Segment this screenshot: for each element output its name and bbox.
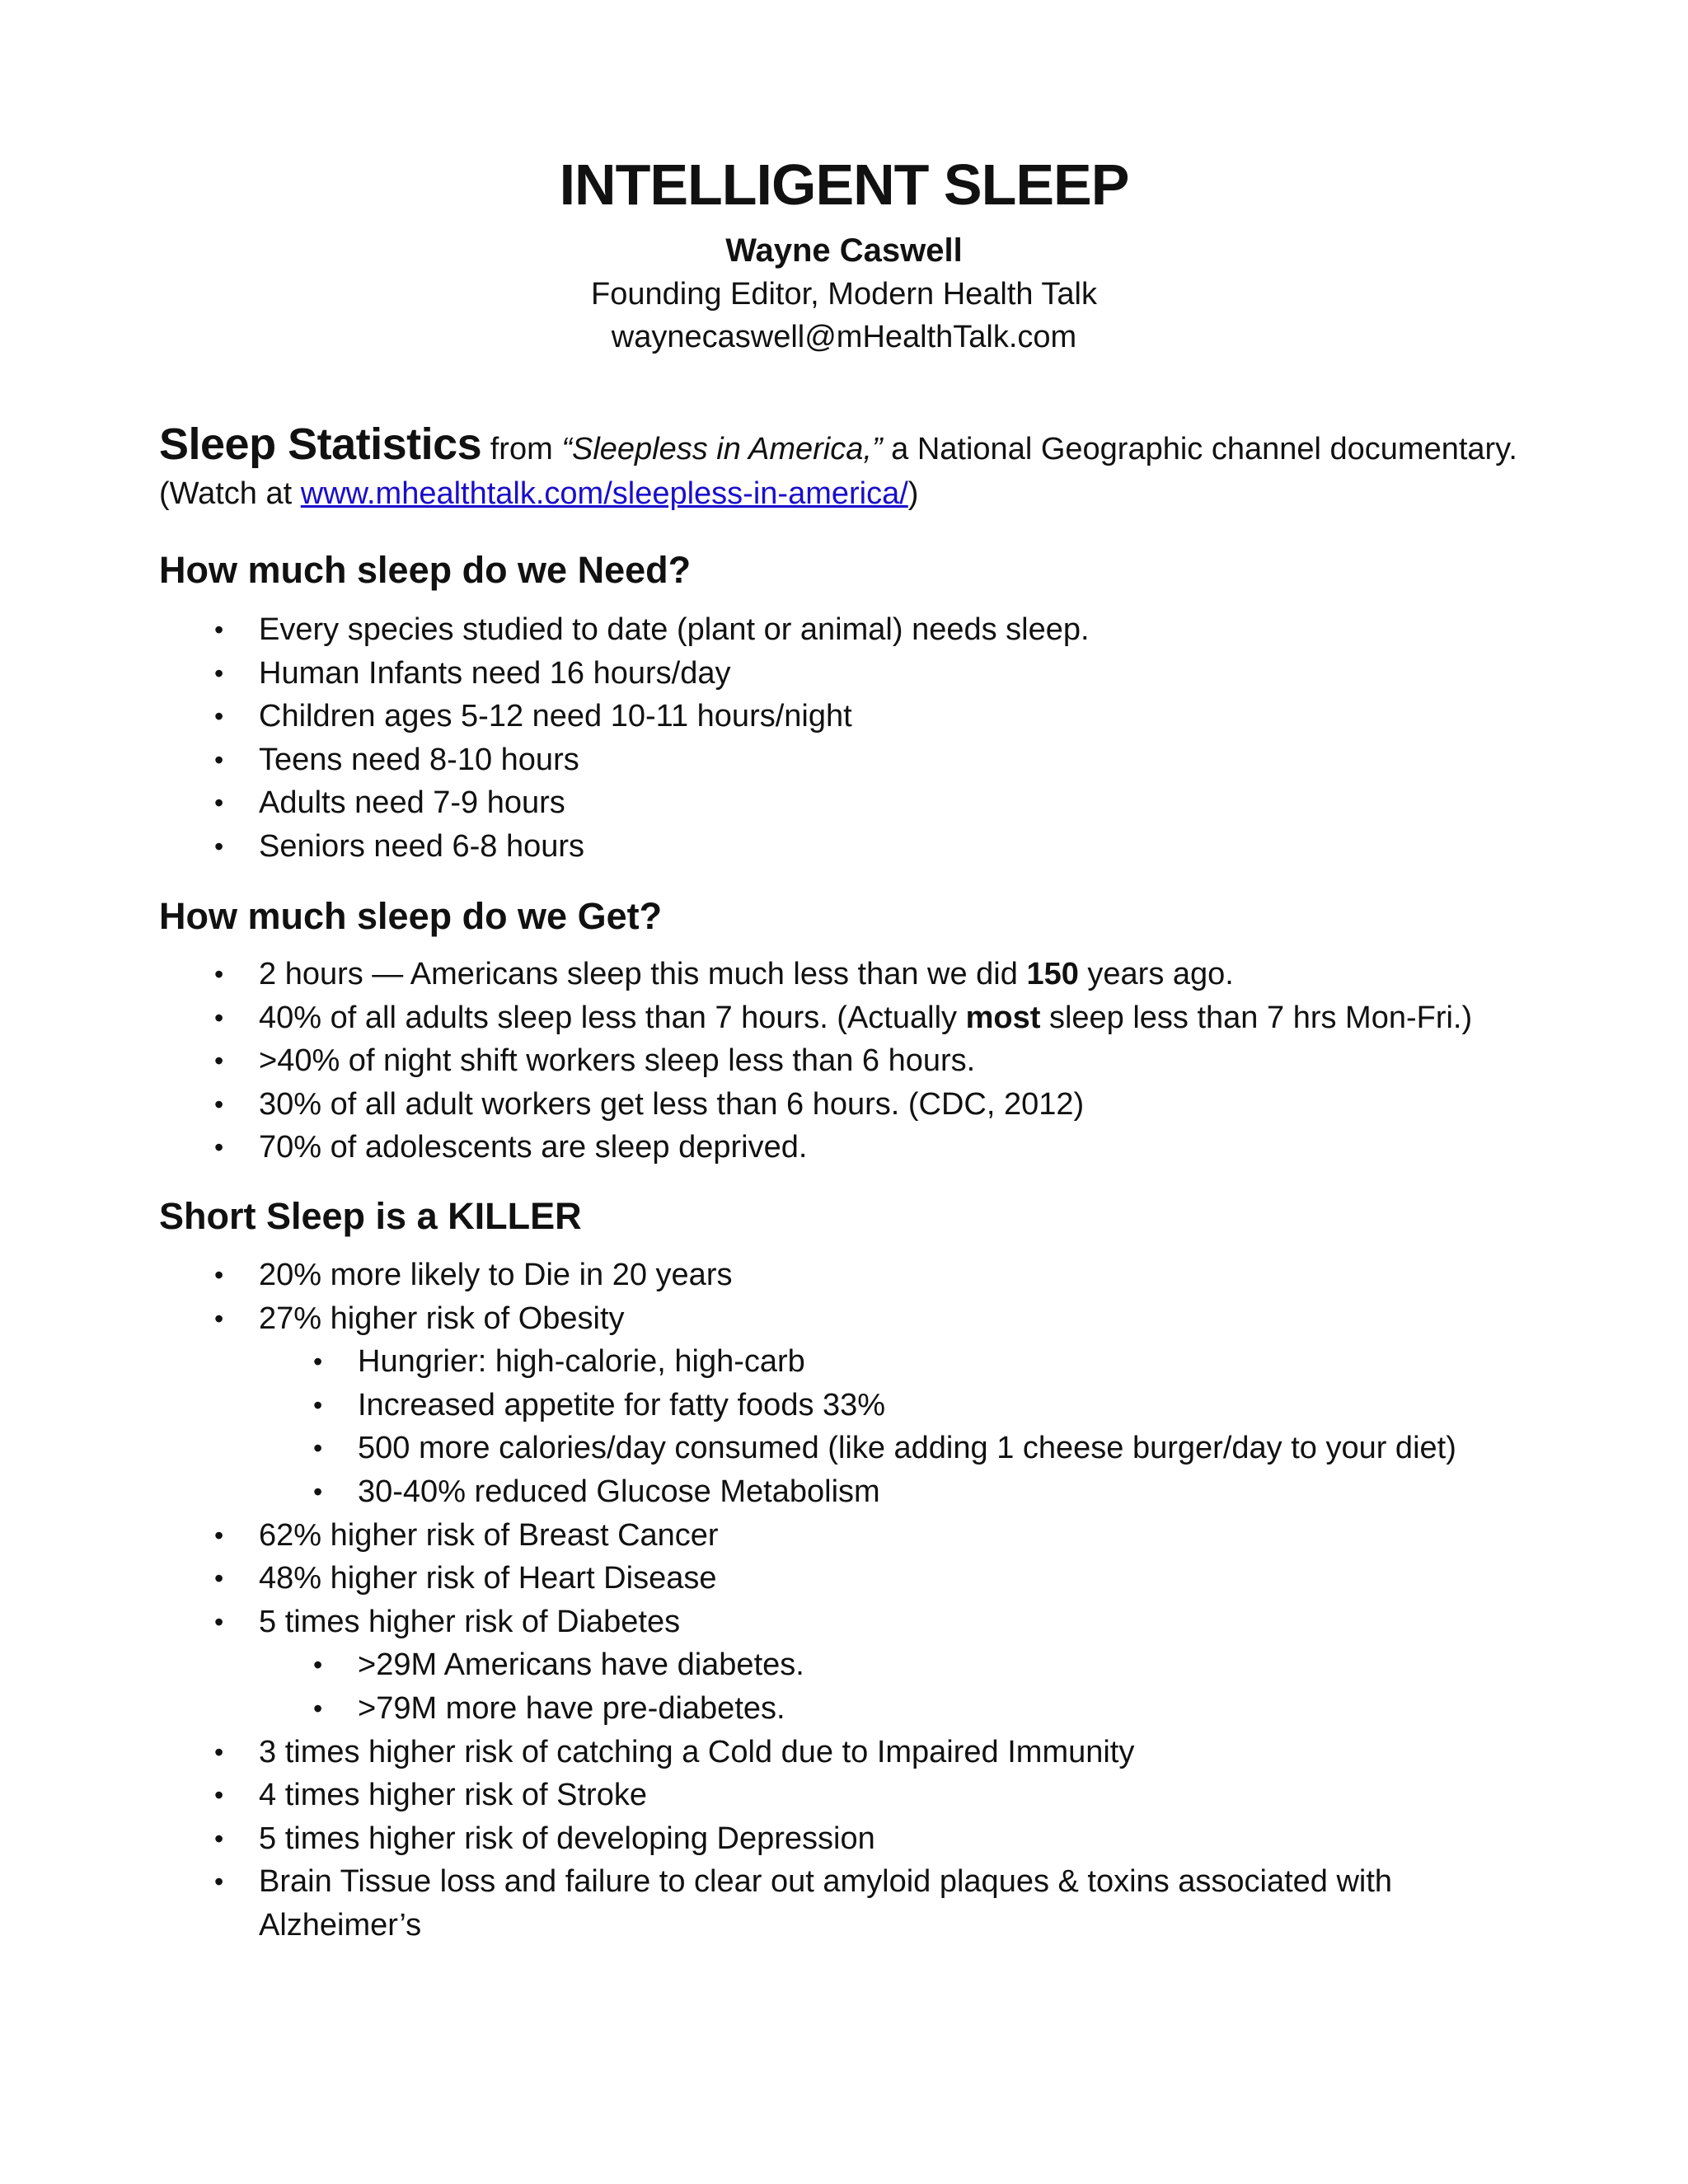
sub-list-item: • 30-40% reduced Glucose Metabolism xyxy=(358,1470,1479,1514)
list-item: • Adults need 7-9 hours xyxy=(259,781,1090,825)
document-title: INTELLIGENT SLEEP xyxy=(559,152,1129,217)
list-item: • 40% of all adults sleep less than 7 hours. (Actually most sleep less than 7 hrs Mon-Fri.) xyxy=(259,996,1472,1040)
list-item: • 20% more likely to Die in 20 years xyxy=(259,1254,1479,1297)
list-item: • 4 times higher risk of Stroke xyxy=(259,1774,1479,1817)
list-item: • Every species studied to date (plant or animal) needs sleep. xyxy=(259,608,1090,652)
sleepless-link[interactable]: www.mhealthtalk.com/sleepless-in-america/ xyxy=(300,476,908,511)
sub-list-item: • >79M more have pre-diabetes. xyxy=(358,1687,1479,1731)
list-item: • 48% higher risk of Heart Disease xyxy=(259,1557,1479,1601)
intro-from: from xyxy=(490,432,553,466)
sub-list-item: • Increased appetite for fatty foods 33% xyxy=(358,1384,1479,1427)
list-item: • 27% higher risk of Obesity xyxy=(259,1297,1479,1341)
list-item: • >40% of night shift workers sleep less than 6 hours. xyxy=(259,1039,1472,1083)
author-name: Wayne Caswell xyxy=(725,232,963,269)
author-email: waynecaswell@mHealthTalk.com xyxy=(611,320,1077,354)
intro-paragraph xyxy=(159,419,1560,516)
list-item: • 70% of adolescents are sleep deprived. xyxy=(259,1126,1472,1169)
intro-source-desc: a National Geographic channel documentary. (Watch at xyxy=(159,432,1517,511)
heading-sleep-get: How much sleep do we Get? xyxy=(159,895,663,937)
intro-heading: Sleep Statistics xyxy=(159,419,482,469)
list-item: • 5 times higher risk of developing Depression xyxy=(259,1817,1479,1861)
list-item: • Brain Tissue loss and failure to clear out amyloid plaques & toxins associated with Alzheimer’s xyxy=(259,1860,1479,1947)
author-role: Founding Editor, Modern Health Talk xyxy=(591,277,1097,312)
list-sleep-need xyxy=(0,608,1090,869)
sub-list-item: • Hungrier: high-calorie, high-carb xyxy=(358,1340,1479,1384)
list-sleep-get xyxy=(0,953,1472,1169)
list-item: • 30% of all adult workers get less than 6 hours. (CDC, 2012) xyxy=(259,1083,1472,1127)
sub-list-item: • >29M Americans have diabetes. xyxy=(358,1643,1479,1687)
heading-short-sleep-killer: Short Sleep is a KILLER xyxy=(159,1195,582,1237)
list-item: • 5 times higher risk of Diabetes xyxy=(259,1601,1479,1644)
list-item: • 62% higher risk of Breast Cancer xyxy=(259,1514,1479,1558)
list-item: • Children ages 5-12 need 10-11 hours/night xyxy=(259,695,1090,738)
list-short-sleep-risks xyxy=(0,1254,1479,1947)
list-item: • Seniors need 6-8 hours xyxy=(259,825,1090,869)
heading-sleep-need: How much sleep do we Need? xyxy=(159,549,692,591)
intro-source-title: “Sleepless in America,” xyxy=(561,432,883,466)
list-item: • 2 hours — Americans sleep this much less than we did 150 years ago. xyxy=(259,953,1472,996)
intro-closing: ) xyxy=(907,476,919,511)
list-item: • Human Infants need 16 hours/day xyxy=(259,652,1090,696)
list-item: • Teens need 8-10 hours xyxy=(259,738,1090,782)
sub-list-item: • 500 more calories/day consumed (like adding 1 cheese burger/day to your diet) xyxy=(358,1427,1479,1470)
list-item: • 3 times higher risk of catching a Cold due to Impaired Immunity xyxy=(259,1731,1479,1774)
